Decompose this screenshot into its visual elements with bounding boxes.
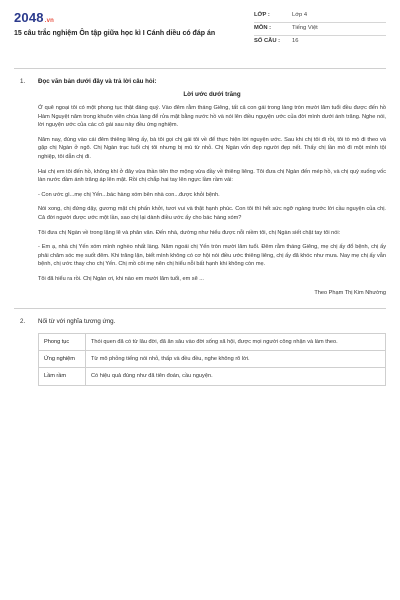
brand-tld: .vn [44, 18, 55, 24]
passage-paragraph: Năm nay, đúng vào cái đêm thiêng liêng ấy, bà tôi gọi chị gái tôi về để thực hiện lời nguyện ước. Sau khi chị tôi đi rồi, tôi tò mò đi theo và gặp chị Ngàn ở ngõ. Chị Ngàn trạc tuổi chị tôi nhưng bị mù từ nhỏ. Chị Ngàn vốn đẹp người đẹp nết. Thấy chị lần mò đi một mình tội nghiệp, tôi dẫn chị đi. [38, 136, 386, 160]
meta-label: SỐ CÂU : [254, 38, 281, 44]
question-number: 2. [20, 317, 26, 325]
table-row [39, 350, 386, 367]
brand-logo[interactable] [14, 10, 236, 25]
matching-table [38, 333, 386, 386]
match-term[interactable]: Phong tục [39, 333, 86, 350]
match-definition[interactable]: Từ mô phỏng tiếng nói nhỏ, thấp và đều đều, nghe không rõ lời. [86, 350, 386, 367]
passage-paragraph: Nói xong, chị đứng dậy, gương mặt chị phấn khởi, tươi vui và thật hạnh phúc. Con tôi thì hết sức ngỡ ngàng trước lời cầu nguyện của chị. Cả đời người được ước một lần, sao chị lại dành điều ước ấy cho bác hàng xóm? [38, 206, 386, 221]
question-1 [14, 78, 386, 304]
meta-info [254, 10, 386, 48]
page-header [14, 8, 386, 64]
meta-row-count [254, 36, 386, 48]
passage-paragraph: - Con ước gì...mẹ chị Yến...bác hàng xóm bên nhà con...được khỏi bệnh. [38, 191, 220, 198]
table-row [39, 333, 386, 350]
passage-paragraph: Ở quê ngoại tôi có một phong tục thật đáng quý. Vào đêm rằm tháng Giêng, tất cả con gái trong làng tròn mười lăm tuổi đều được đến hồ Hàm Nguyệt năm trong khuôn viên chùa làng để rửa mặt bằng nước hồ và nói lên điều nguyện ước của đời mình dưới ánh trăng. Nghe nói, lời nguyện ước của các cô gái sau này đều ứng nghiệm. [38, 105, 386, 129]
match-definition[interactable]: Có hiệu quả đúng như đã tiên đoán, cầu nguyện. [86, 368, 386, 385]
question-body [38, 78, 386, 304]
passage-paragraph: Tôi đã hiểu ra rồi. Chị Ngàn ơi, khi nào em mười lăm tuổi, em sẽ ... [38, 275, 204, 282]
match-term[interactable]: Ứng nghiệm [39, 350, 86, 367]
question-body [38, 318, 386, 386]
question-2 [14, 318, 386, 386]
meta-label: LỚP : [254, 12, 270, 18]
question-number: 1. [20, 78, 26, 85]
passage-title: Lời ước dưới trăng [183, 91, 241, 98]
question-prompt: Đọc văn bản dưới đây và trả lời câu hỏi: [38, 78, 157, 85]
match-term[interactable]: Lầm rầm [39, 368, 86, 385]
passage-paragraph: Hai chị em tôi đến hồ, không khí ở đây vừa thần tiên thơ mộng vừa đầy về thiêng liêng. Tôi đưa chị Ngàn đến mép hồ, và chị quỳ xuống vốc làn nước đầm ánh trăng áp lên mặt. Rồi chị chắp hai tay lên ngực lầm rầm vái: [38, 168, 386, 184]
meta-row-subject [254, 23, 386, 36]
meta-value: Lớp 4 [292, 12, 308, 18]
header-divider [14, 68, 386, 69]
passage-author: Theo Phạm Thị Kim Nhường [314, 289, 386, 296]
table-row [39, 368, 386, 385]
match-definition[interactable]: Thói quen đã có từ lâu đời, đã ăn sâu vào đời sống xã hội, được mọi người công nhận và làm theo. [86, 333, 386, 350]
document-title: 15 câu trắc nghiệm Ôn tập giữa học kì I Cánh diều có đáp án [14, 30, 216, 37]
question-divider [14, 308, 386, 309]
passage-paragraph: Tôi đưa chị Ngàn về trong lặng lẽ và phân vân. Đến nhà, dường như hiểu được nỗi niềm tôi, chị Ngàn siết chặt tay tôi nói: [38, 229, 341, 236]
meta-label: MÔN : [254, 25, 272, 31]
meta-value: Tiếng Việt [292, 25, 318, 31]
meta-row-class [254, 10, 386, 23]
brand-name: 2048 [14, 10, 44, 25]
header-left [14, 8, 236, 39]
meta-value: 16 [292, 38, 299, 44]
question-prompt: Nối từ với nghĩa tương ứng. [38, 317, 116, 325]
passage-paragraph: - Em ạ, nhà chị Yến xóm mình nghèo nhất làng. Năm ngoái chị Yến tròn mười lăm tuổi. Đêm rằm tháng Giêng, mẹ chị ấy đổ bệnh, chị ấy phải chăm sóc mẹ suốt đêm. Khi trăng lặn, biết mình không có cơ hội nói điều ước thiêng liêng, chị ấy đã khóc như mưa. Nay mẹ chị ấy vẫn bệnh, chị ước thay cho chị Yến. Chị mồ côi mẹ nên chị hiểu nỗi bất hạnh khi không còn mẹ. [38, 244, 386, 268]
